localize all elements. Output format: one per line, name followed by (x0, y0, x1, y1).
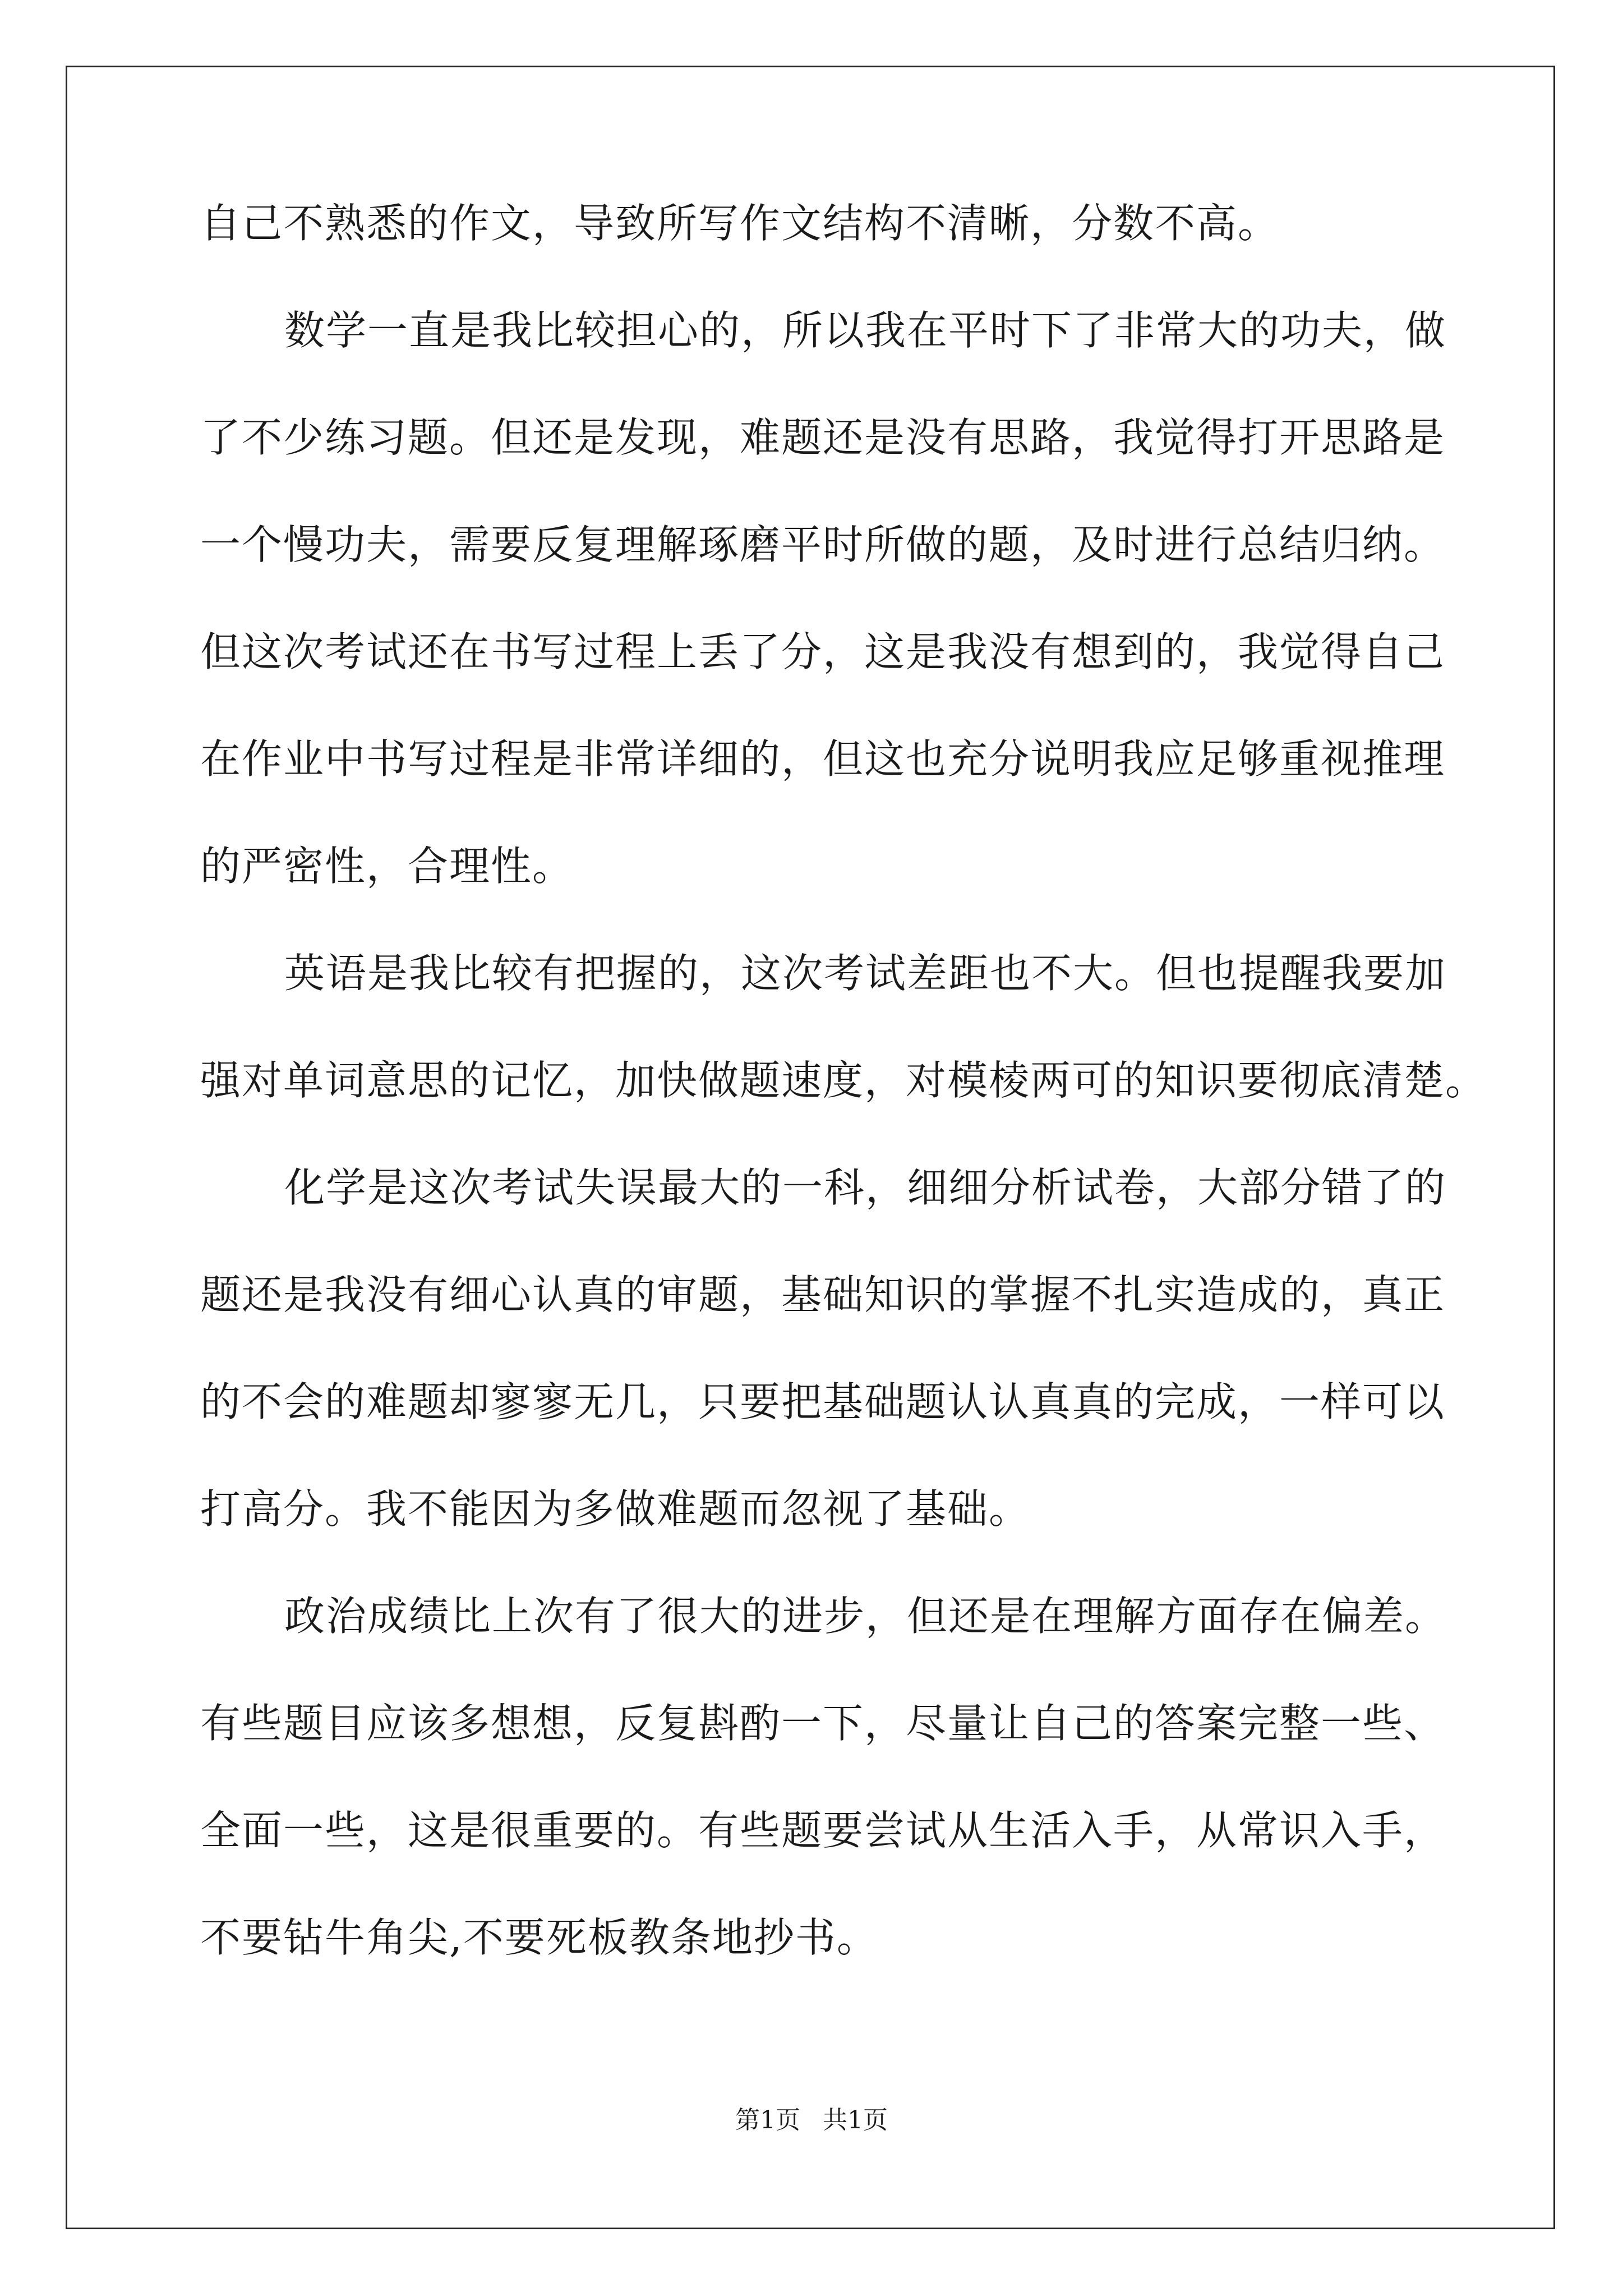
text-line: 化学是这次考试失误最大的一科，细细分析试卷，大部分错了的 (284, 1164, 1447, 1211)
text-line: 数学一直是我比较担心的，所以我在平时下了非常大的功夫，做 (284, 307, 1447, 354)
text-line: 在作业中书写过程是非常详细的，但这也充分说明我应足够重视推理 (200, 735, 1446, 783)
text-line: 强对单词意思的记忆，加快做题速度，对模棱两可的知识要彻底清楚。 (200, 1057, 1487, 1104)
page-footer (0, 2101, 1623, 2140)
text-line: 一个慢功夫，需要反复理解琢磨平时所做的题，及时进行总结归纳。 (200, 521, 1446, 568)
text-line: 不要钻牛角尖,不要死板教条地抄书。 (200, 1914, 878, 1961)
text-line: 但这次考试还在书写过程上丢了分，这是我没有想到的，我觉得自己 (200, 628, 1446, 675)
text-line: 的不会的难题却寥寥无几，只要把基础题认认真真的完成，一样可以 (200, 1378, 1446, 1425)
text-line: 政治成绩比上次有了很大的进步，但还是在理解方面存在偏差。 (284, 1593, 1447, 1640)
text-line: 有些题目应该多想想，反复斟酌一下，尽量让自己的答案完整一些、 (200, 1700, 1446, 1747)
text-line: 全面一些，这是很重要的。有些题要尝试从生活入手，从常识入手， (200, 1807, 1446, 1854)
text-line: 打高分。我不能因为多做难题而忽视了基础。 (200, 1485, 1031, 1533)
text-line: 的严密性，合理性。 (200, 843, 574, 890)
page-total: 共1页 (823, 2106, 888, 2134)
text-line: 英语是我比较有把握的，这次考试差距也不大。但也提醒我要加 (284, 950, 1447, 997)
page-border (66, 66, 1555, 2229)
text-line: 自己不熟悉的作文，导致所写作文结构不清晰，分数不高。 (200, 200, 1280, 247)
text-line: 了不少练习题。但还是发现，难题还是没有思路，我觉得打开思路是 (200, 414, 1446, 461)
page-number: 第1页 (735, 2106, 800, 2134)
text-line: 题还是我没有细心认真的审题，基础知识的掌握不扎实造成的，真正 (200, 1271, 1446, 1318)
